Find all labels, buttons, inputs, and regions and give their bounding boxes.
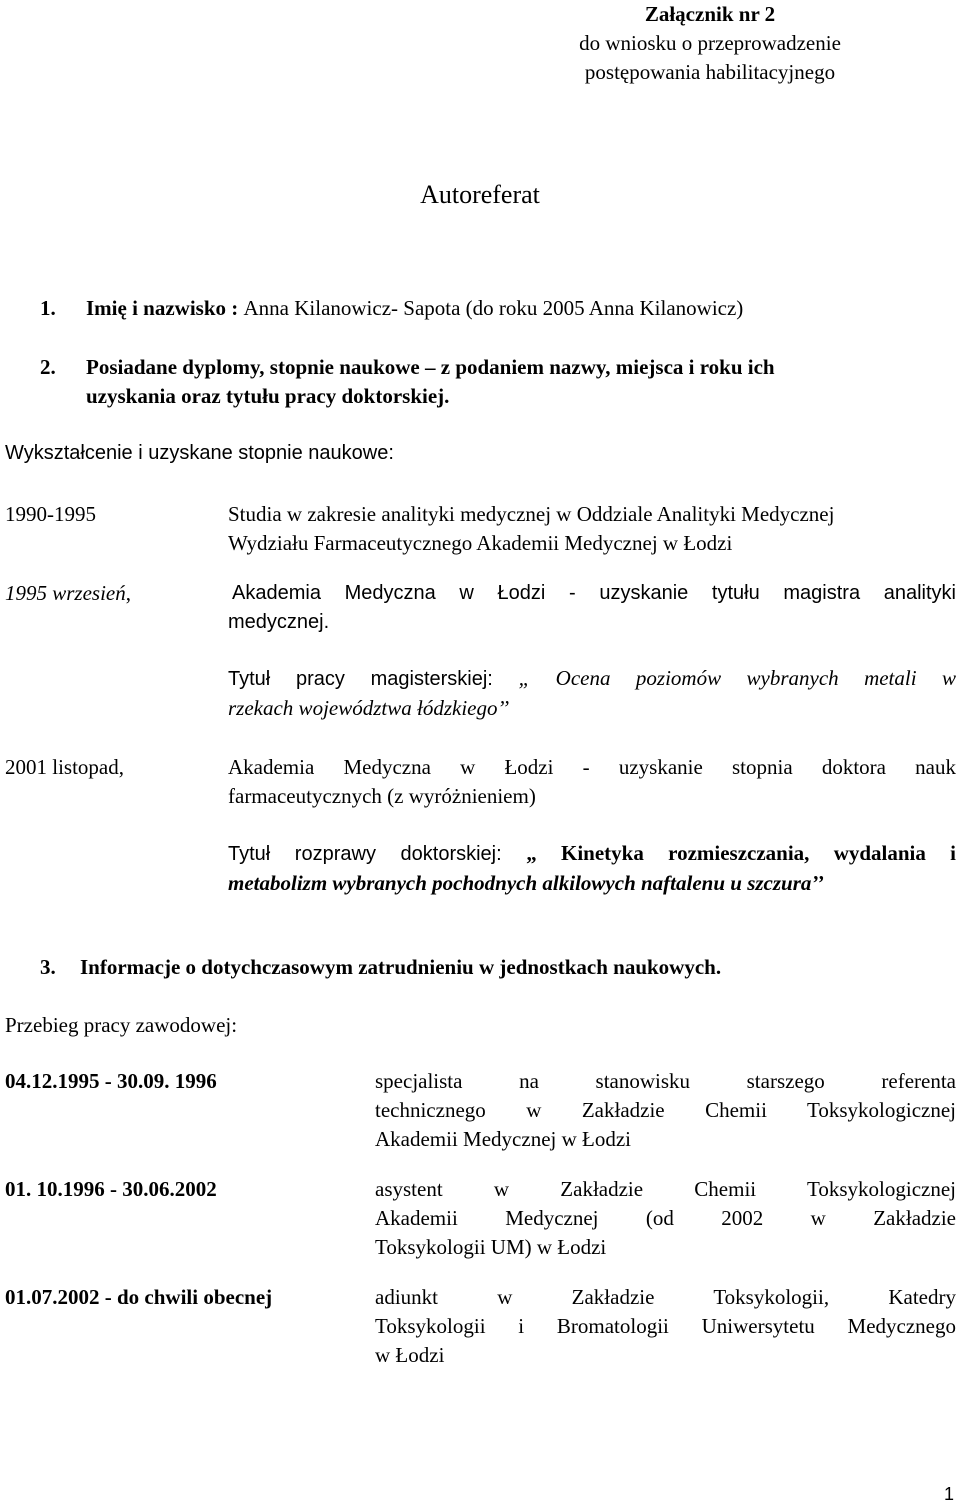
section-1-number: 1. <box>40 296 56 320</box>
education-3-thesis-title-1: „ Kinetyka rozmieszczania, wydalania i <box>526 841 956 865</box>
education-2-thesis-line-2 <box>228 694 956 723</box>
job-1-line-3: Akademii Medycznej w Łodzi <box>375 1127 631 1151</box>
section-2-line-2: uzyskania oraz tytułu pracy doktorskiej. <box>86 384 450 408</box>
job-2-line-3: Toksykologii UM) w Łodzi <box>375 1235 607 1259</box>
job-3 <box>375 1283 956 1370</box>
education-2-thesis-line-1 <box>228 664 956 694</box>
job-3-line-3: w Łodzi <box>375 1343 445 1367</box>
job-3-line-1: adiunkt w Zakładzie Toksykologii, Katedry <box>375 1285 956 1309</box>
section-3 <box>40 953 721 982</box>
education-3-thesis-prefix: Tytuł rozprawy doktorskiej: <box>228 843 527 865</box>
job-3-line-2: Toksykologii i Bromatologii Uniwersytetu Medycznego <box>375 1314 956 1338</box>
page-number: 1 <box>943 1484 954 1504</box>
attachment-line-2: do wniosku o przeprowadzenie <box>579 31 841 55</box>
education-3-line-2: farmaceutycznych (z wyróżnieniem) <box>228 784 536 808</box>
education-2-date <box>5 579 131 608</box>
career-heading: Przebieg pracy zawodowej: <box>5 1013 238 1037</box>
job-2 <box>375 1175 956 1262</box>
section-2-number: 2. <box>40 355 56 379</box>
job-1-line-2: technicznego w Zakładzie Chemii Toksykologicznej <box>375 1098 956 1122</box>
education-3-thesis-line-1 <box>228 839 956 869</box>
education-2-thesis-title-2: rzekach województwa łódzkiego’’ <box>228 696 510 720</box>
job-1-date: 04.12.1995 - 30.09. 1996 <box>5 1069 217 1093</box>
attachment-header <box>560 0 860 87</box>
section-3-label: Informacje o dotychczasowym zatrudnieniu w jednostkach naukowych. <box>80 955 722 979</box>
education-2 <box>228 579 956 637</box>
section-1 <box>40 294 743 323</box>
education-2-thesis <box>228 664 956 723</box>
education-2-thesis-title-1: „ Ocena poziomów wybranych metali w <box>518 666 956 690</box>
education-3-line-1: Akademia Medyczna w Łodzi - uzyskanie stopnia doktora nauk <box>228 755 956 779</box>
education-2-date-text: 1995 wrzesień <box>5 581 126 605</box>
education-1-date: 1990-1995 <box>5 502 96 526</box>
document-title: Autoreferat <box>420 180 540 209</box>
job-1 <box>375 1067 956 1154</box>
education-heading: Wykształcenie i uzyskane stopnie naukowe: <box>5 442 394 464</box>
education-1-line-2: Wydziału Farmaceutycznego Akademii Medycznej w Łodzi <box>228 531 733 555</box>
education-1 <box>228 500 956 558</box>
job-3-date: 01.07.2002 - do chwili obecnej <box>5 1285 273 1309</box>
education-3-date: 2001 listopad, <box>5 755 124 779</box>
education-3-thesis <box>228 839 956 898</box>
education-2-thesis-prefix: Tytuł pracy magisterskiej: <box>228 668 519 690</box>
education-3-thesis-title-2: metabolizm wybranych pochodnych alkilowych naftalenu u szczura’’ <box>228 871 824 895</box>
job-1-line-1: specjalista na stanowisku starszego referenta <box>375 1069 956 1093</box>
job-2-line-1: asystent w Zakładzie Chemii Toksykologicznej <box>375 1177 956 1201</box>
education-2-line-1: Akademia Medyczna w Łodzi - uzyskanie tytułu magistra analityki <box>232 582 956 604</box>
education-2-line-2: medycznej. <box>228 611 330 633</box>
job-2-date: 01. 10.1996 - 30.06.2002 <box>5 1177 217 1201</box>
section-2-line-1: Posiadane dyplomy, stopnie naukowe – z podaniem nazwy, miejsca i roku ich <box>86 355 775 379</box>
section-1-label: Imię i nazwisko : <box>86 296 239 320</box>
section-3-number: 3. <box>40 955 56 979</box>
attachment-number: Załącznik nr 2 <box>644 2 776 26</box>
section-2 <box>40 353 775 382</box>
job-2-line-2: Akademii Medycznej (od 2002 w Zakładzie <box>375 1206 956 1230</box>
section-1-value: Anna Kilanowicz- Sapota (do roku 2005 Anna Kilanowicz) <box>243 296 744 320</box>
education-2-date-sep: , <box>125 581 131 605</box>
education-3 <box>228 753 956 811</box>
education-1-line-1: Studia w zakresie analityki medycznej w Oddziale Analityki Medycznej <box>228 502 835 526</box>
attachment-line-3: postępowania habilitacyjnego <box>584 60 836 84</box>
education-3-thesis-line-2 <box>228 869 956 898</box>
